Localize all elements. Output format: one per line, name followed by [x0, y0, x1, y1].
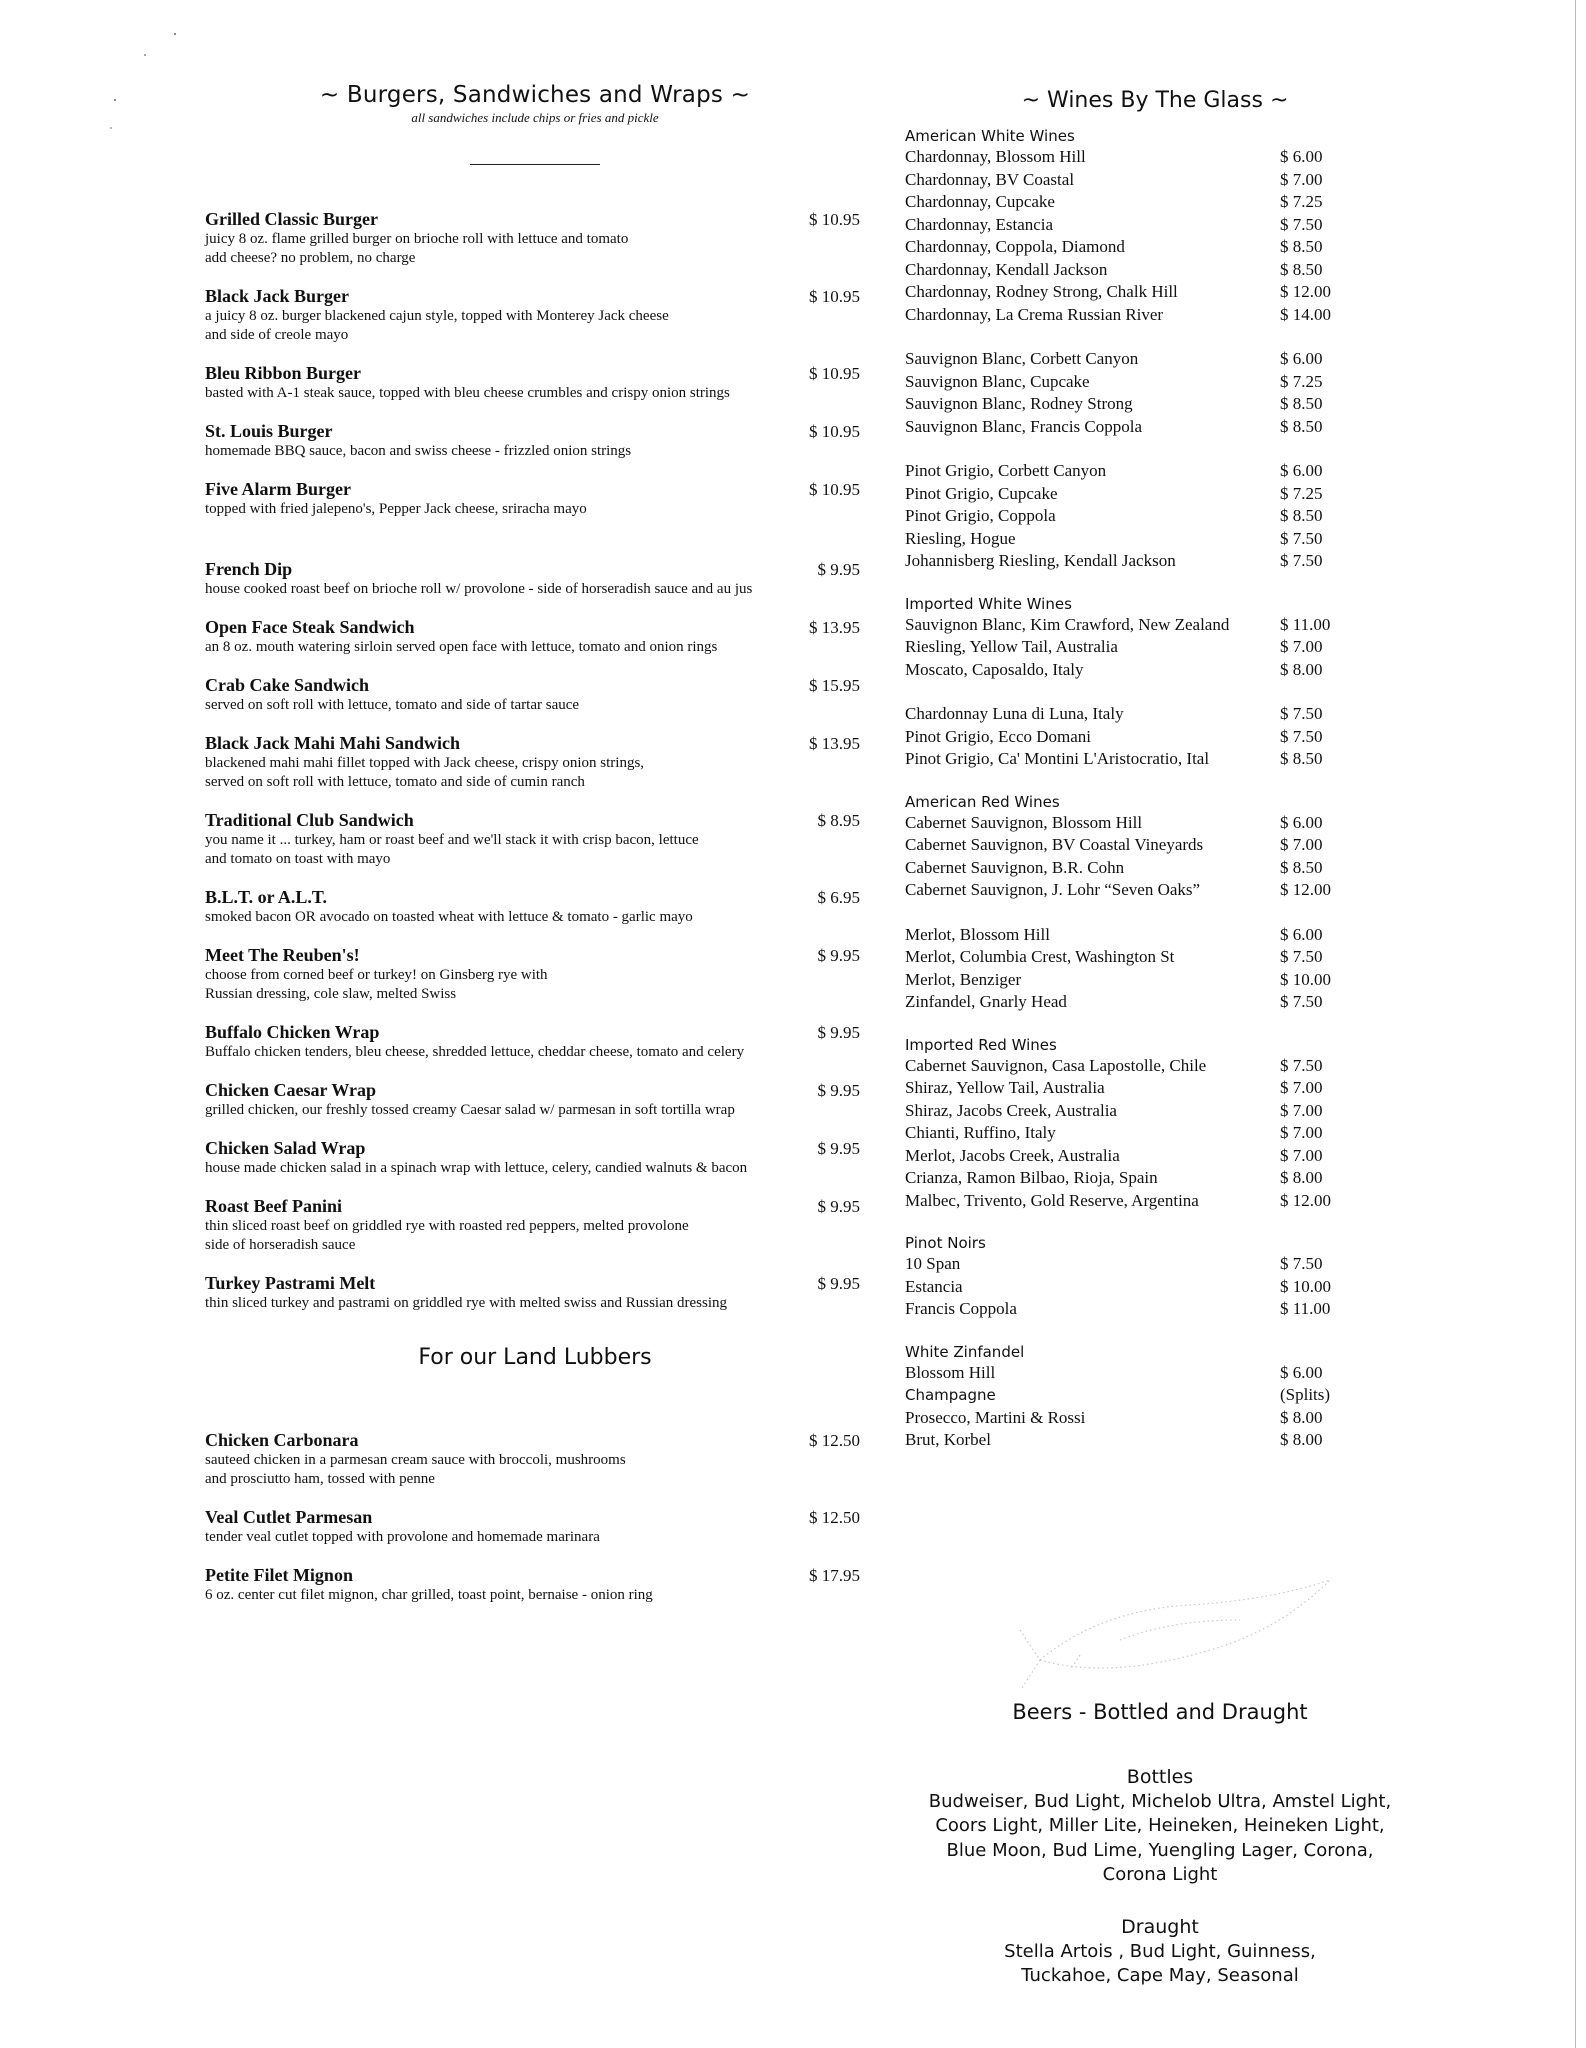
wine-name: Chardonnay, Estancia: [905, 214, 1054, 234]
menu-item-description: thin sliced roast beef on griddled rye with roasted red peppers, melted provolone side of horseradish sauce: [205, 1218, 689, 1253]
wine-row: [905, 1145, 1405, 1168]
wine-name: Chardonnay, BV Coastal: [905, 169, 1075, 189]
wine-price: $ 10.00: [1280, 1276, 1331, 1296]
scan-specks-icon: [105, 30, 185, 140]
menu-item: [205, 1565, 865, 1605]
menu-item-price: $ 13.95: [809, 734, 860, 753]
menu-item-name: Meet The Reuben's!: [205, 945, 360, 965]
menu-item-price: $ 9.95: [817, 1023, 860, 1042]
wine-row: [905, 659, 1405, 682]
bottles-list: Budweiser, Bud Light, Michelob Ultra, Amstel Light, Coors Light, Miller Lite, Heineken, Heineken Light, Blue Moon, Bud Lime, Yuengling Lager, Corona, Corona Light: [928, 1790, 1392, 1885]
wine-name: Sauvignon Blanc, Corbett Canyon: [905, 349, 1139, 368]
menu-item-name: Bleu Ribbon Burger: [205, 363, 362, 383]
wine-name: Merlot, Jacobs Creek, Australia: [905, 1145, 1120, 1165]
wine-price: $ 6.00: [1280, 349, 1323, 368]
wine-row: [905, 304, 1405, 327]
wine-row: [905, 236, 1405, 259]
wine-row: [905, 834, 1405, 857]
champagne-note: (Splits): [1280, 1385, 1331, 1404]
land-lubbers-list: [205, 1430, 865, 1605]
menu-item-name: French Dip: [205, 559, 293, 579]
wine-row: [905, 726, 1405, 749]
wine-row: [905, 169, 1405, 192]
wine-price: $ 14.00: [1280, 304, 1331, 324]
wine-name: Chardonnay, Blossom Hill: [905, 147, 1086, 166]
wine-name: Crianza, Ramon Bilbao, Rioja, Spain: [905, 1168, 1158, 1187]
wine-group: [905, 460, 1405, 573]
menu-item-name: Black Jack Mahi Mahi Sandwich: [205, 733, 461, 753]
wine-name: Chardonnay Luna di Luna, Italy: [905, 704, 1124, 723]
menu-item-price: $ 10.95: [809, 287, 860, 306]
champagne-header-row: [905, 1384, 1405, 1407]
menu-item-description: grilled chicken, our freshly tossed creamy Caesar salad w/ parmesan in soft tortilla wrap: [205, 1102, 735, 1118]
wine-row: [905, 924, 1405, 947]
menu-item: [205, 1138, 865, 1178]
wine-name: Cabernet Sauvignon, B.R. Cohn: [905, 857, 1125, 877]
wine-row: [905, 483, 1405, 506]
menu-item: [205, 286, 865, 345]
champagne-group: [905, 1384, 1405, 1452]
menu-item: [205, 209, 865, 268]
wine-name: Sauvignon Blanc, Francis Coppola: [905, 416, 1143, 436]
menu-item: [205, 1507, 865, 1547]
wine-row: [905, 1298, 1405, 1321]
menu-item-price: $ 9.95: [817, 560, 860, 579]
menu-item-description: Buffalo chicken tenders, bleu cheese, shredded lettuce, cheddar cheese, tomato and celery: [205, 1044, 745, 1060]
burgers-list: [205, 209, 865, 1313]
wine-row: [905, 748, 1405, 771]
menu-item-price: $ 13.95: [809, 618, 860, 637]
menu-item-price: $ 10.95: [809, 422, 860, 441]
wine-price: $ 12.00: [1280, 1190, 1331, 1210]
wine-price: $ 8.50: [1280, 506, 1323, 525]
wine-price: $ 7.00: [1280, 1145, 1323, 1165]
menu-item-name: Chicken Carbonara: [205, 1430, 359, 1450]
wine-price: $ 8.00: [1280, 1430, 1323, 1449]
wine-row: [905, 1276, 1405, 1299]
menu-item: [205, 421, 865, 461]
wine-group: [905, 127, 1405, 326]
wine-column: [905, 88, 1405, 1474]
wine-name: Cabernet Sauvignon, J. Lohr “Seven Oaks”: [905, 880, 1201, 899]
draught-list: Stella Artois , Bud Light, Guinness, Tuckahoe, Cape May, Seasonal: [1004, 1940, 1316, 1986]
wine-groups: [905, 127, 1405, 1384]
menu-item-name: Grilled Classic Burger: [205, 209, 378, 229]
menu-item-description: house made chicken salad in a spinach wrap with lettuce, celery, candied walnuts & bacon: [205, 1160, 748, 1176]
wine-price: $ 6.00: [1280, 147, 1323, 166]
menu-item-name: Chicken Caesar Wrap: [205, 1080, 377, 1100]
wine-row: [905, 393, 1405, 416]
menu-item-name: Open Face Steak Sandwich: [205, 617, 415, 637]
menu-item-description: you name it ... turkey, ham or roast beef and we'll stack it with crisp bacon, lettuce and tomato on toast with mayo: [205, 832, 699, 867]
wine-name: Chardonnay, Kendall Jackson: [905, 259, 1108, 279]
wine-name: Prosecco, Martini & Rossi: [905, 1407, 1086, 1427]
menu-item-description: an 8 oz. mouth watering sirloin served open face with lettuce, tomato and onion rings: [205, 639, 718, 655]
menu-item: [205, 733, 865, 792]
menu-item-description: smoked bacon OR avocado on toasted wheat with lettuce & tomato - garlic mayo: [205, 909, 693, 925]
wine-name: Riesling, Hogue: [905, 528, 1016, 548]
wine-name: Cabernet Sauvignon, Casa Lapostolle, Chile: [905, 1055, 1207, 1075]
menu-item: [205, 887, 865, 927]
wine-name: Pinot Grigio, Cupcake: [905, 483, 1058, 503]
food-column: [205, 82, 865, 1623]
wine-name: Merlot, Blossom Hill: [905, 924, 1050, 944]
menu-item: [205, 559, 865, 599]
wine-group: [905, 703, 1405, 771]
menu-item-price: $ 10.95: [809, 210, 860, 229]
menu-item-name: Traditional Club Sandwich: [205, 810, 414, 830]
wine-row: [905, 416, 1405, 439]
wine-price: $ 8.50: [1280, 749, 1323, 768]
wine-name: Pinot Grigio, Ca' Montini L'Aristocratio, Ital: [905, 749, 1210, 768]
menu-item-name: Black Jack Burger: [205, 286, 349, 306]
wine-name: Shiraz, Jacobs Creek, Australia: [905, 1100, 1117, 1120]
menu-item-price: $ 9.95: [817, 1081, 860, 1100]
wine-row: [905, 1122, 1405, 1145]
beers-section-title: Beers - Bottled and Draught: [1012, 1700, 1308, 1724]
wine-price: $ 12.00: [1280, 880, 1331, 899]
menu-item-description: tender veal cutlet topped with provolone and homemade marinara: [205, 1529, 600, 1545]
menu-item-price: $ 9.95: [817, 1139, 860, 1158]
wine-row: [905, 214, 1405, 237]
menu-item-price: $ 10.95: [809, 480, 860, 499]
wine-price: $ 7.00: [1280, 637, 1323, 656]
menu-item-description: choose from corned beef or turkey! on Ginsberg rye with Russian dressing, cole slaw, melted Swiss: [205, 967, 548, 1002]
champagne-label: Champagne: [905, 1386, 996, 1404]
wine-category: Imported Red Wines: [905, 1035, 1057, 1054]
wine-name: Merlot, Columbia Crest, Washington St: [905, 947, 1175, 966]
wine-group: [905, 1343, 1405, 1385]
wine-price: $ 7.50: [1280, 551, 1323, 570]
menu-item-name: Veal Cutlet Parmesan: [205, 1507, 373, 1527]
wine-name: Chardonnay, Cupcake: [905, 192, 1055, 211]
menu-item-description: basted with A-1 steak sauce, topped with bleu cheese crumbles and crispy onion strings: [205, 385, 730, 401]
menu-item-price: $ 12.50: [809, 1431, 860, 1450]
wine-row: [905, 348, 1405, 371]
menu-item-header: [205, 617, 865, 638]
menu-item: [205, 810, 865, 869]
wine-price: $ 7.50: [1280, 947, 1323, 966]
wine-name: Blossom Hill: [905, 1362, 996, 1382]
wine-price: $ 7.00: [1280, 835, 1323, 854]
menu-item-header: [205, 675, 865, 696]
menu-item-description: juicy 8 oz. flame grilled burger on brioche roll with lettuce and tomato add cheese? no problem, no charge: [205, 231, 629, 266]
wine-row: [905, 703, 1405, 726]
wine-name: Sauvignon Blanc, Kim Crawford, New Zealand: [905, 614, 1230, 634]
menu-item-header: [205, 945, 865, 966]
wine-name: Pinot Grigio, Corbett Canyon: [905, 461, 1107, 480]
wine-name: Cabernet Sauvignon, BV Coastal Vineyards: [905, 835, 1204, 854]
menu-item-header: [205, 1273, 865, 1294]
menu-item-name: Chicken Salad Wrap: [205, 1138, 366, 1158]
wine-name: Pinot Grigio, Coppola: [905, 506, 1056, 525]
wine-row: [905, 528, 1405, 551]
wine-group: [905, 793, 1405, 902]
wine-row: [905, 1077, 1405, 1100]
land-lubbers-title: For our Land Lubbers: [418, 1345, 652, 1370]
menu-item-price: $ 9.95: [817, 1274, 860, 1293]
menu-item-header: [205, 1430, 865, 1451]
menu-item-header: [205, 363, 865, 384]
bottles-block: [900, 1765, 1420, 1888]
menu-item-price: $ 12.50: [809, 1508, 860, 1527]
menu-item-header: [205, 286, 865, 307]
wine-price: $ 7.25: [1280, 371, 1323, 391]
wine-price: $ 7.50: [1280, 726, 1323, 746]
menu-item-header: [205, 1080, 865, 1101]
wine-row: [905, 879, 1405, 902]
wine-price: $ 7.00: [1280, 1078, 1323, 1097]
menu-item: [205, 1196, 865, 1255]
menu-item-name: Petite Filet Mignon: [205, 1565, 353, 1585]
menu-item-name: St. Louis Burger: [205, 421, 333, 441]
menu-item-price: $ 9.95: [817, 946, 860, 965]
wine-row: [905, 146, 1405, 169]
wine-row: [905, 1253, 1405, 1276]
wine-price: $ 8.50: [1280, 394, 1323, 413]
bottles-heading: Bottles: [1126, 1766, 1194, 1788]
wine-price: $ 8.50: [1280, 416, 1323, 436]
menu-item: [205, 1430, 865, 1489]
wine-row: [905, 857, 1405, 880]
menu-item-name: Buffalo Chicken Wrap: [205, 1022, 380, 1042]
wine-price: $ 7.00: [1280, 1123, 1323, 1142]
wine-row: [905, 505, 1405, 528]
menu-item-description: sauteed chicken in a parmesan cream sauce with broccoli, mushrooms and prosciutto ham, tossed with penne: [205, 1452, 626, 1487]
menu-item-header: [205, 421, 865, 442]
menu-item-price: $ 17.95: [809, 1566, 860, 1585]
wine-name: Francis Coppola: [905, 1299, 1017, 1318]
wine-category: Pinot Noirs: [905, 1234, 986, 1252]
menu-item-header: [205, 887, 865, 908]
wine-price: $ 7.00: [1280, 169, 1323, 189]
menu-item: [205, 363, 865, 403]
wine-name: Zinfandel, Gnarly Head: [905, 992, 1067, 1011]
menu-item-name: B.L.T. or A.L.T.: [205, 887, 328, 907]
wine-row: [905, 614, 1405, 637]
wine-price: $ 7.25: [1280, 192, 1323, 211]
wine-category: American Red Wines: [905, 792, 1060, 811]
wine-name: Moscato, Caposaldo, Italy: [905, 659, 1084, 679]
page-edge-line: [1575, 0, 1576, 2048]
burgers-section-title: ~ Burgers, Sandwiches and Wraps ~: [319, 82, 751, 108]
wine-group: [905, 348, 1405, 438]
menu-item-price: $ 9.95: [817, 1197, 860, 1216]
menu-item-header: [205, 1196, 865, 1217]
wine-group: [905, 1036, 1405, 1213]
wine-name: Chardonnay, Coppola, Diamond: [905, 237, 1125, 256]
wine-price: $ 6.00: [1280, 924, 1323, 944]
menu-item-header: [205, 810, 865, 831]
fish-watermark-icon: [1010, 1570, 1340, 1700]
wine-price: $ 7.50: [1280, 528, 1323, 548]
champagne-rows: [905, 1407, 1405, 1452]
wine-row: [905, 812, 1405, 835]
wine-row: [905, 969, 1405, 992]
menu-item-name: Crab Cake Sandwich: [205, 675, 370, 695]
draught-block: [900, 1915, 1420, 1989]
menu-item: [205, 675, 865, 715]
wine-price: $ 7.50: [1280, 1254, 1323, 1273]
wine-row: [905, 991, 1405, 1014]
spacer: [205, 537, 865, 559]
wine-row: [905, 281, 1405, 304]
wine-price: $ 6.00: [1280, 1362, 1323, 1382]
menu-item-header: [205, 1022, 865, 1043]
menu-item: [205, 479, 865, 519]
divider: [470, 164, 600, 165]
wine-price: $ 7.50: [1280, 214, 1323, 234]
wine-row: [905, 1362, 1405, 1385]
menu-item-header: [205, 209, 865, 230]
wine-name: Sauvignon Blanc, Rodney Strong: [905, 394, 1133, 413]
wine-row: [905, 1055, 1405, 1078]
menu-item-description: homemade BBQ sauce, bacon and swiss cheese - frizzled onion strings: [205, 443, 632, 459]
menu-item-price: $ 6.95: [817, 888, 860, 907]
wine-price: $ 10.00: [1280, 969, 1331, 989]
menu-item-name: Five Alarm Burger: [205, 479, 351, 499]
wine-price: $ 7.25: [1280, 483, 1323, 503]
wine-row: [905, 1100, 1405, 1123]
wine-price: $ 8.00: [1280, 659, 1323, 679]
menu-item-header: [205, 1138, 865, 1159]
wine-name: Chardonnay, Rodney Strong, Chalk Hill: [905, 282, 1178, 301]
draught-heading: Draught: [1121, 1916, 1199, 1938]
menu-item-header: [205, 1507, 865, 1528]
menu-item-description: 6 oz. center cut filet mignon, char grilled, toast point, bernaise - onion ring: [205, 1587, 653, 1603]
wine-category: White Zinfandel: [905, 1342, 1025, 1361]
wine-name: Malbec, Trivento, Gold Reserve, Argentina: [905, 1190, 1199, 1210]
wine-row: [905, 191, 1405, 214]
menu-item-description: topped with fried jalepeno's, Pepper Jack cheese, sriracha mayo: [205, 501, 587, 517]
menu-item-price: $ 8.95: [817, 811, 860, 830]
wine-price: $ 6.00: [1280, 812, 1323, 832]
wine-price: $ 8.50: [1280, 857, 1323, 877]
wine-price: $ 8.00: [1280, 1168, 1323, 1187]
wine-row: [905, 636, 1405, 659]
wine-name: 10 Span: [905, 1254, 961, 1273]
menu-item-name: Turkey Pastrami Melt: [205, 1273, 376, 1293]
menu-item: [205, 1273, 865, 1313]
menu-item-description: blackened mahi mahi fillet topped with Jack cheese, crispy onion strings, served on soft roll with lettuce, tomato and side of cumin ranch: [205, 755, 645, 790]
menu-item-description: house cooked roast beef on brioche roll w/ provolone - side of horseradish sauce and au jus: [205, 581, 753, 597]
wine-row: [905, 1429, 1405, 1452]
menu-item-price: $ 10.95: [809, 364, 860, 383]
wine-row: [905, 460, 1405, 483]
wine-row: [905, 946, 1405, 969]
wine-row: [905, 259, 1405, 282]
wine-row: [905, 1190, 1405, 1213]
menu-item-name: Roast Beef Panini: [205, 1196, 342, 1216]
wine-name: Chianti, Ruffino, Italy: [905, 1123, 1056, 1142]
wine-name: Estancia: [905, 1276, 963, 1296]
menu-item-header: [205, 733, 865, 754]
wine-name: Chardonnay, La Crema Russian River: [905, 304, 1164, 324]
wine-price: $ 7.50: [1280, 704, 1323, 723]
menu-item-header: [205, 479, 865, 500]
wine-price: $ 11.00: [1280, 614, 1331, 634]
wine-name: Riesling, Yellow Tail, Australia: [905, 637, 1118, 656]
menu-item: [205, 1022, 865, 1062]
wine-price: $ 8.00: [1280, 1407, 1323, 1427]
wine-name: Shiraz, Yellow Tail, Australia: [905, 1078, 1105, 1097]
wine-name: Cabernet Sauvignon, Blossom Hill: [905, 812, 1143, 832]
menu-item-description: a juicy 8 oz. burger blackened cajun style, topped with Monterey Jack cheese and side of creole mayo: [205, 308, 669, 343]
wine-row: [905, 1167, 1405, 1190]
wine-category: American White Wines: [905, 127, 1075, 145]
wines-section-title: ~ Wines By The Glass ~: [1021, 88, 1289, 113]
wine-price: $ 7.00: [1280, 1100, 1323, 1120]
wine-name: Johannisberg Riesling, Kendall Jackson: [905, 551, 1176, 570]
wine-price: $ 7.50: [1280, 1055, 1323, 1075]
wine-price: $ 6.00: [1280, 461, 1323, 480]
wine-name: Merlot, Benziger: [905, 969, 1022, 989]
menu-item-header: [205, 559, 865, 580]
wine-name: Sauvignon Blanc, Cupcake: [905, 371, 1090, 391]
wine-price: $ 7.50: [1280, 992, 1323, 1011]
wine-price: $ 8.50: [1280, 259, 1323, 279]
wine-row: [905, 371, 1405, 394]
wine-price: $ 12.00: [1280, 282, 1331, 301]
menu-item-description: served on soft roll with lettuce, tomato and side of tartar sauce: [205, 697, 580, 713]
burgers-section-subtitle: all sandwiches include chips or fries and pickle: [411, 110, 659, 125]
wine-name: Pinot Grigio, Ecco Domani: [905, 726, 1092, 746]
wine-name: Brut, Korbel: [905, 1430, 991, 1449]
menu-item-price: $ 15.95: [809, 676, 860, 695]
menu-item: [205, 617, 865, 657]
wine-group: [905, 595, 1405, 682]
wine-price: $ 11.00: [1280, 1299, 1331, 1318]
menu-item: [205, 1080, 865, 1120]
wine-category: Imported White Wines: [905, 594, 1072, 613]
menu-item-description: thin sliced turkey and pastrami on griddled rye with melted swiss and Russian dressing: [205, 1295, 727, 1311]
wine-row: [905, 550, 1405, 573]
menu-item-header: [205, 1565, 865, 1586]
wine-group: [905, 924, 1405, 1014]
menu-item: [205, 945, 865, 1004]
wine-price: $ 8.50: [1280, 237, 1323, 256]
wine-row: [905, 1407, 1405, 1430]
wine-group: [905, 1234, 1405, 1321]
